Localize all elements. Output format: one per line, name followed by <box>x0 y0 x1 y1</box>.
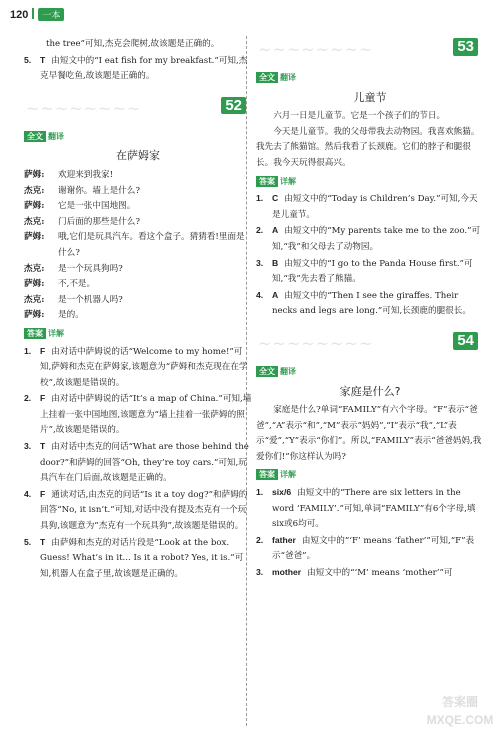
unit-number: 54 <box>453 332 478 350</box>
left-column <box>24 36 252 582</box>
answer-item: 3. T 由对话中杰克的问话“What are those behind the door?”和萨姆的回答“Oh, they’re toy cars.”可知,玩具汽车在门后面,故该题是正确的。 <box>24 441 249 484</box>
section-tag: 全文 翻译 <box>24 129 64 145</box>
page-number: 120 <box>10 9 29 21</box>
dialog-line: 杰克: 谢谢你。墙上是什么? <box>24 185 140 196</box>
dialog-line: 萨姆: 哦,它们是玩具汽车。看这个盒子。猜猜看!里面是什么? <box>24 232 245 258</box>
unit-script-decoration: ~~~~~~~~ <box>258 40 374 59</box>
list-item: the tree”可知,杰克会爬树,故该题是正确的。 <box>46 39 220 49</box>
section-title: 儿童节 <box>353 90 387 104</box>
series-badge: 一本 <box>38 8 64 21</box>
unit-script-decoration: ~~~~~~~~ <box>26 98 142 118</box>
watermark-logo: 答案圈 MXQE.COM <box>426 695 494 727</box>
answer-tag: 答案 详解 <box>256 467 296 483</box>
dialog-line: 萨姆: 是的。 <box>24 310 84 321</box>
answer-item: 2. A 由短文中的“My parents take me to the zoo.”可知,“我”和父母去了动物园。 <box>256 225 481 252</box>
answer-item: 1. six/6 由短文中的“There are six letters in the word ‘FAMILY’.”可知,单词“FAMILY”有6个字母,填six或6均可。 <box>256 487 476 530</box>
unit-number: 52 <box>221 97 246 115</box>
dialog-line: 萨姆: 不,不是。 <box>24 279 96 290</box>
answer-item: 4. F 通读对话,由杰克的问话“Is it a toy dog?”和萨姆的回答“No, it isn’t.”可知,对话中没有提及杰克有一个玩具狗,该题意为“杰克有一个玩具狗”,故该题是错误的。 <box>24 488 248 532</box>
answer-item: 1. C 由短文中的“Today is Children’s Day.”可知,今天是儿童节。 <box>256 193 478 220</box>
dialog-line: 萨姆: 它是一张中国地图。 <box>24 201 136 212</box>
unit-number: 53 <box>453 38 478 56</box>
answer-item: 3. B 由短文中的“I go to the Panda House first.”可知,“我”先去看了熊猫。 <box>256 257 473 285</box>
right-column <box>256 36 484 582</box>
paragraph: 六月一日是儿童节。它是一个孩子们的节日。 <box>273 111 446 122</box>
paragraph: 家庭是什么?单词“FAMILY”有六个字母。“F”表示“爸爸”,“A”表示“和”,“M”表示“妈妈”,“I”表示“我”,“L”表示“爱”,“Y”表示“你们”。所以,“FAMILY”表示“爸爸妈妈,我爱你们!”你这样认为吗? <box>256 405 482 462</box>
answer-item: 5. T 由萨姆和杰克的对话片段是“Look at the box. Guess! What’s in it... Is it a robot? Yes, it is.”可知,机器人在盒子里,故该题是正确的。 <box>24 536 244 579</box>
section-tag: 全文 翻译 <box>256 364 296 380</box>
answer-item: 2. F 由对话中萨姆说的话“It’s a map of China.”可知,墙上挂着一张中国地图,该题意为“墙上挂着一张萨姆的照片”,故该题是错误的。 <box>24 393 252 436</box>
section-title: 家庭是什么? <box>339 384 401 398</box>
answer-tag: 答案 详解 <box>24 326 64 342</box>
unit-heading-53 <box>256 36 484 64</box>
dialog-line: 杰克: 是一个玩具狗吗? <box>24 263 123 274</box>
dialog-line: 萨姆: 欢迎来到我家! <box>24 169 114 180</box>
answer-item: 3. mother 由短文中的“‘M’ means ‘mother’”可 <box>256 567 453 579</box>
unit-heading-52 <box>24 95 252 123</box>
answer-item: 4. A 由短文中的“Then I see the giraffes. Their necks and legs are long.”可知,长颈鹿的腿很长。 <box>256 289 471 317</box>
answer-item: 1. F 由对话中萨姆说的话“Welcome to my home!”可知,萨姆和杰克在萨姆家,该题意为“萨姆和杰克现在在学校”,故该题是错误的。 <box>24 345 248 388</box>
header-divider <box>32 8 34 19</box>
dialog-line: 杰克: 门后面的那些是什么? <box>24 216 140 227</box>
list-item: 5. T 由短文中的“I eat fish for my breakfast.”可知,杰克早餐吃鱼,故该题是正确的。 <box>24 54 248 82</box>
dialog-line: 杰克: 是一个机器人吗? <box>24 294 123 305</box>
unit-heading-54 <box>256 330 484 358</box>
answer-item: 2. father 由短文中的“‘F’ means ‘father’”可知,“F”表示“爸爸”。 <box>256 534 475 562</box>
paragraph: 今天是儿童节。我的父母带我去动物园。我喜欢熊猫。我先去了熊猫馆。然后我看了长颈鹿。它们的脖子和腿很长。我今天玩得很高兴。 <box>256 126 480 168</box>
answer-tag: 答案 详解 <box>256 174 296 190</box>
page-header <box>10 8 64 21</box>
section-tag: 全文 翻译 <box>256 70 296 86</box>
section-title: 在萨姆家 <box>116 149 160 163</box>
unit-script-decoration: ~~~~~~~~ <box>258 333 374 353</box>
